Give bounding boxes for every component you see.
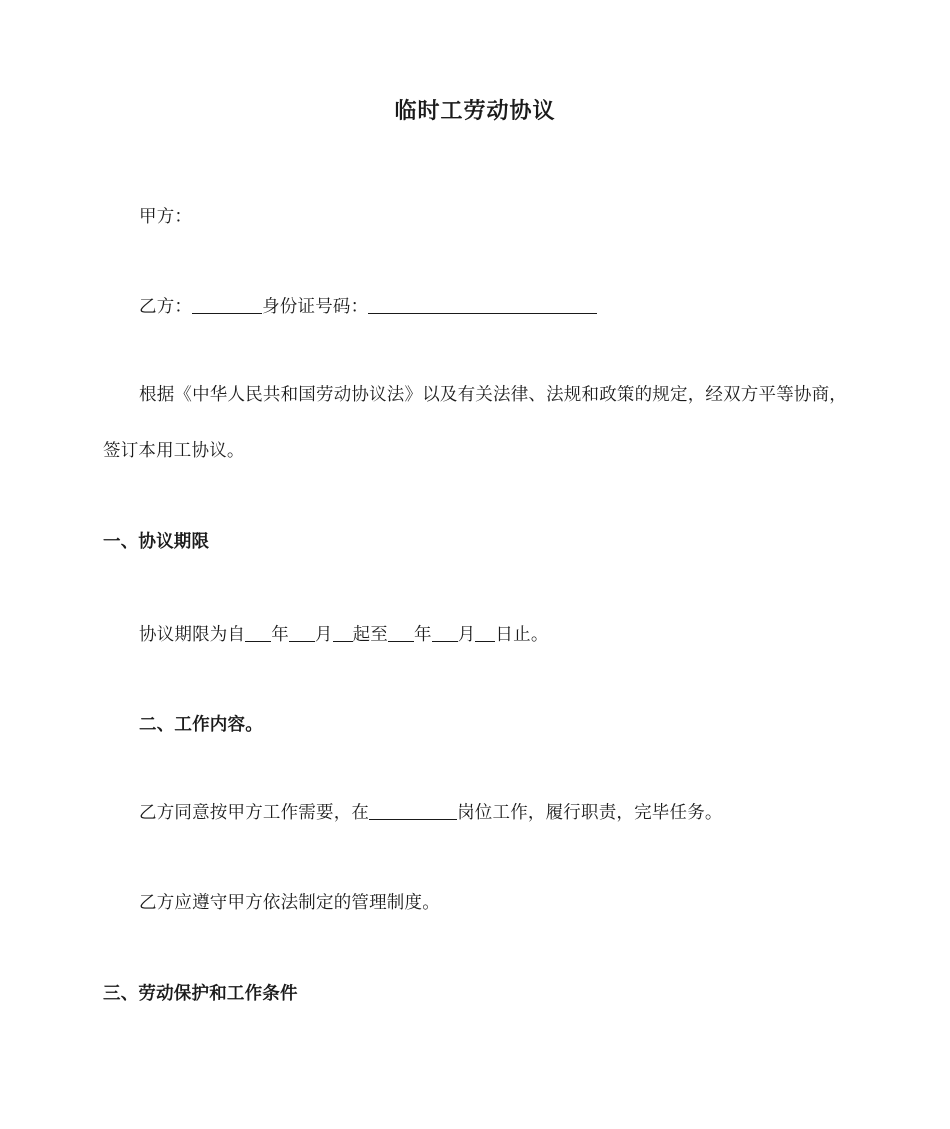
party-b-label: 乙方： [139,297,193,317]
document-title: 临时工劳动协议 [394,99,556,124]
id-number-blank [368,295,597,314]
position-blank [369,801,457,820]
section-3-heading: 三、劳动保护和工作条件 [103,984,298,1004]
preamble-line-2: 签订本用工协议。 [103,441,245,461]
term-line [139,623,549,647]
rules-line: 乙方应遵守甲方依法制定的管理制度。 [139,893,440,913]
term-prefix: 协议期限为自 [139,625,246,645]
term-month-label: 月 [314,625,333,645]
preamble-line-1: 根据《中华人民共和国劳动协议法》以及有关法律、法规和政策的规定，经双方平等协商， [139,385,847,405]
duty-suffix: 岗位工作，履行职责，完毕任务。 [457,803,723,823]
duty-line [139,801,723,825]
party-a-label: 甲方： [139,207,193,227]
section-2-heading: 二、工作内容。 [139,715,263,735]
party-b-name-blank [192,295,262,314]
end-year-blank [388,623,414,642]
term-end-label: 日止。 [495,625,549,645]
term-month2-label: 月 [457,625,476,645]
end-day-blank [475,623,495,642]
section-1-heading: 一、协议期限 [103,532,210,552]
party-b-line [139,295,597,319]
id-number-label: 身份证号码： [262,297,369,317]
term-from-label: 起至 [352,625,389,645]
party-a-line [139,205,192,229]
end-month-blank [432,623,458,642]
start-year-blank [245,623,271,642]
term-year-label: 年 [271,625,289,645]
start-day-blank [333,623,353,642]
term-year2-label: 年 [414,625,432,645]
start-month-blank [289,623,315,642]
duty-prefix: 乙方同意按甲方工作需要，在 [139,803,370,823]
